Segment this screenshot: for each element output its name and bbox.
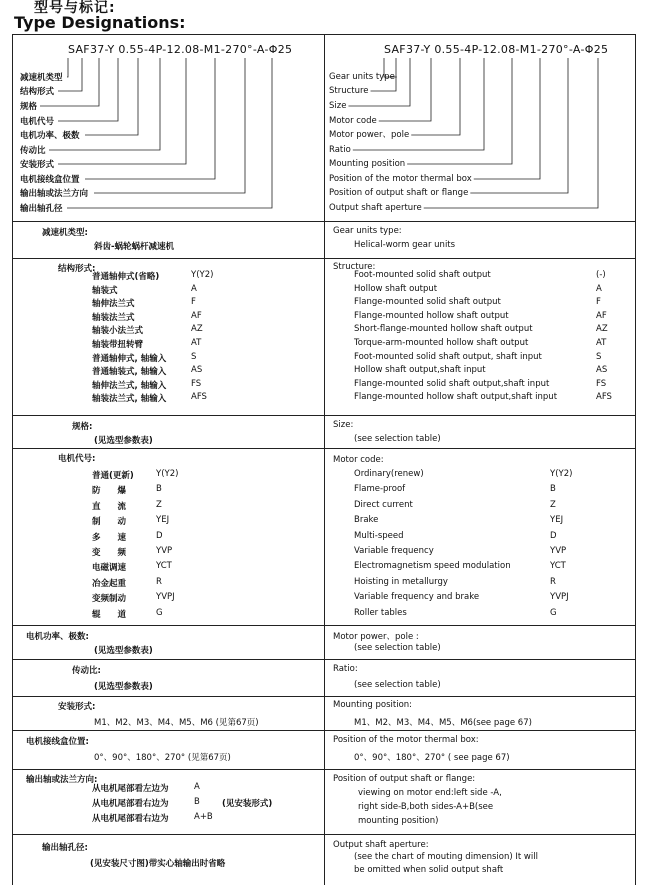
structure-item-en: Foot-mounted solid shaft output (354, 270, 491, 280)
structure-code-cn: Y(Y2) (191, 270, 214, 280)
motor-item-cn: 电磁调速 (92, 563, 127, 573)
thermal-box-heading-en: Position of the motor thermal box: (333, 735, 479, 745)
aperture-line-en: be omitted when solid output shaft (354, 865, 504, 875)
mounting-value-en: M1、M2、M3、M4、M5、M6(see page 67) (354, 718, 532, 728)
designation-label-cn: 减速机类型 (20, 73, 63, 83)
motor-code-cn: YCT (156, 561, 172, 571)
motor-code-heading-cn: 电机代号: (58, 454, 96, 464)
structure-item-cn: 轴装小法兰式 (92, 326, 144, 336)
structure-item-en: Short-flange-mounted hollow shaft output (354, 324, 533, 334)
structure-item-cn: 轴伸法兰式, 轴输入 (92, 381, 167, 391)
aperture-heading-en: Output shaft aperture: (333, 840, 429, 850)
structure-code-en: FS (596, 379, 607, 389)
structure-item-en: Flange-mounted hollow shaft output (354, 311, 509, 321)
row-divider (12, 696, 636, 697)
structure-code-en: AS (596, 365, 608, 375)
structure-item-en: Flange-mounted solid shaft output,shaft input (354, 379, 550, 389)
motor-item-en: Multi-speed (354, 531, 404, 541)
motor-code-cn: YEJ (156, 515, 170, 525)
structure-code-cn: F (191, 297, 196, 307)
structure-code-cn: S (191, 352, 197, 362)
motor-item-cn: 冶金起重 (92, 579, 127, 589)
motor-code-en: D (550, 531, 557, 541)
motor-code-cn: YVPJ (156, 592, 175, 602)
designation-label-en: Output shaft aperture (329, 203, 422, 213)
designation-label-cn: 电机代号 (20, 117, 55, 127)
structure-heading-cn: 结构形式: (58, 264, 96, 274)
designation-label-cn: 传动比 (20, 146, 46, 156)
aperture-heading-cn: 输出轴孔径: (42, 843, 88, 853)
structure-code-cn: AF (191, 311, 202, 321)
structure-item-cn: 轴伸法兰式 (92, 299, 135, 309)
designation-label-cn: 输出轴孔径 (20, 204, 63, 214)
mounting-heading-en: Mounting position: (333, 700, 413, 710)
motor-code-en: G (550, 608, 557, 618)
output-direction-item-cn: 从电机尾部看右边为 (92, 814, 169, 824)
structure-item-cn: 轴装法兰式 (92, 313, 135, 323)
page-title-en: Type Designations: (14, 13, 186, 32)
motor-code-en: Y(Y2) (550, 469, 573, 479)
power-heading-cn: 电机功率、极数: (26, 632, 89, 642)
output-direction-line-en: mounting position) (358, 816, 439, 826)
row-divider (12, 659, 636, 660)
motor-item-cn: 普通(更新) (92, 471, 134, 481)
designation-label-en: Position of output shaft or flange (329, 188, 469, 198)
motor-code-cn: YVP (156, 546, 173, 556)
structure-item-en: Torque-arm-mounted hollow shaft output (354, 338, 529, 348)
motor-code-cn: D (156, 531, 163, 541)
structure-heading-en: Structure: (333, 262, 376, 272)
motor-item-en: Ordinary(renew) (354, 469, 424, 479)
motor-item-en: Roller tables (354, 608, 407, 618)
motor-code-heading-en: Motor code: (333, 455, 384, 465)
motor-item-en: Variable frequency and brake (354, 592, 480, 602)
motor-item-cn: 辊 道 (92, 610, 127, 620)
output-direction-code-cn: A+B (194, 812, 213, 822)
designation-label-cn: 电机接线盒位置 (20, 175, 80, 185)
structure-item-cn: 普通轴伸式, 轴输入 (92, 354, 167, 364)
row-divider (12, 258, 636, 259)
designation-label-en: Motor power、pole (329, 130, 410, 140)
aperture-line-en: (see the chart of mouting dimension) It will (354, 852, 538, 862)
motor-item-en: Direct current (354, 500, 413, 510)
motor-item-en: Variable frequency (354, 546, 434, 556)
row-divider (12, 448, 636, 449)
motor-code-cn: G (156, 608, 163, 618)
structure-code-cn: AFS (191, 392, 207, 402)
structure-code-cn: AT (191, 338, 202, 348)
designation-code-cn: SAF37-Y 0.55-4P-12.08-M1-270°-A-Φ25 (68, 43, 293, 56)
motor-code-en: YVP (550, 546, 567, 556)
thermal-box-value-cn: 0°、90°、180°、270° (见第67页) (94, 753, 231, 763)
structure-code-en: A (596, 284, 602, 294)
structure-code-en: AT (596, 338, 607, 348)
gear-type-value-en: Helical-worm gear units (354, 240, 456, 250)
designation-label-en: Gear units type (329, 72, 395, 82)
power-heading-en: Motor power、pole : (333, 632, 419, 642)
structure-code-en: F (596, 297, 601, 307)
motor-item-en: Hoisting in metallurgy (354, 577, 448, 587)
motor-item-en: Electromagnetism speed modulation (354, 561, 511, 571)
power-value-cn: (见选型参数表) (94, 646, 153, 656)
structure-item-en: Foot-mounted solid shaft output, shaft input (354, 352, 542, 362)
motor-item-en: Brake (354, 515, 379, 525)
motor-item-en: Flame-proof (354, 484, 406, 494)
row-divider (12, 415, 636, 416)
designation-label-cn: 结构形式 (20, 87, 55, 97)
structure-code-en: S (596, 352, 602, 362)
gear-type-value-cn: 斜齿-蜗轮蜗杆减速机 (94, 242, 175, 252)
designation-code-en: SAF37-Y 0.55-4P-12.08-M1-270°-A-Φ25 (384, 43, 609, 56)
structure-item-cn: 普通轴伸式(省略) (92, 272, 160, 282)
output-direction-code-cn: B (194, 797, 200, 807)
mounting-heading-cn: 安装形式: (58, 702, 96, 712)
gear-type-heading-cn: 减速机类型: (42, 228, 88, 238)
structure-item-en: Flange-mounted solid shaft output (354, 297, 501, 307)
output-direction-item-cn: 从电机尾部看右边为 (92, 799, 169, 809)
mounting-value-cn: M1、M2、M3、M4、M5、M6 (见第67页) (94, 718, 259, 728)
thermal-box-heading-cn: 电机接线盒位置: (26, 737, 89, 747)
structure-code-cn: AS (191, 365, 203, 375)
motor-item-cn: 制 动 (92, 517, 127, 527)
designation-label-en: Position of the motor thermal box (329, 174, 472, 184)
motor-code-en: YVPJ (550, 592, 569, 602)
structure-item-en: Flange-mounted hollow shaft output,shaft input (354, 392, 558, 402)
motor-item-cn: 多 速 (92, 533, 127, 543)
aperture-value-cn: (见安装尺寸图)带实心轴输出时省略 (90, 859, 226, 869)
motor-code-en: Z (550, 500, 556, 510)
power-value-en: (see selection table) (354, 643, 441, 653)
motor-code-en: B (550, 484, 556, 494)
structure-item-cn: 轴装法兰式, 轴输入 (92, 394, 167, 404)
structure-item-cn: 普通轴装式, 轴输入 (92, 367, 167, 377)
designation-label-cn: 安装形式 (20, 160, 55, 170)
motor-item-cn: 变频制动 (92, 594, 127, 604)
output-direction-line-en: viewing on motor end:left side -A, (358, 788, 502, 798)
structure-code-en: AFS (596, 392, 612, 402)
structure-code-en: AZ (596, 324, 608, 334)
row-divider (12, 769, 636, 770)
motor-code-en: R (550, 577, 556, 587)
motor-code-cn: Z (156, 500, 162, 510)
motor-code-en: YCT (550, 561, 566, 571)
ratio-heading-en: Ratio: (333, 664, 358, 674)
motor-code-cn: B (156, 484, 162, 494)
structure-code-cn: A (191, 284, 197, 294)
output-direction-item-cn: 从电机尾部看左边为 (92, 784, 169, 794)
motor-item-cn: 防 爆 (92, 486, 127, 496)
designation-label-en: Ratio (329, 145, 351, 155)
size-value-en: (see selection table) (354, 434, 441, 444)
motor-code-en: YEJ (550, 515, 564, 525)
designation-label-cn: 电机功率、极数 (20, 131, 80, 141)
structure-code-en: (-) (596, 270, 606, 280)
output-direction-code-cn: A (194, 782, 200, 792)
row-divider (12, 834, 636, 835)
output-direction-heading-cn: 输出轴或法兰方向: (26, 775, 98, 785)
page-title-cn: 型号与标记: (34, 0, 116, 16)
ratio-heading-cn: 传动比: (72, 666, 101, 676)
motor-item-cn: 直 流 (92, 502, 127, 512)
designation-label-cn: 输出轴或法兰方向 (20, 189, 89, 199)
size-heading-en: Size: (333, 420, 354, 430)
thermal-box-value-en: 0°、90°、180°、270° ( see page 67) (354, 753, 510, 763)
output-direction-note-cn: (见安装形式) (222, 799, 273, 809)
gear-type-heading-en: Gear units type: (333, 226, 402, 236)
structure-item-cn: 轴装式 (92, 286, 118, 296)
motor-code-cn: R (156, 577, 162, 587)
designation-leader-lines (0, 0, 649, 230)
output-direction-line-en: right side-B,both sides-A+B(see (358, 802, 494, 812)
size-heading-cn: 规格: (72, 422, 93, 432)
designation-label-en: Structure (329, 86, 369, 96)
motor-item-cn: 变 频 (92, 548, 127, 558)
motor-code-cn: Y(Y2) (156, 469, 179, 479)
ratio-value-cn: (见选型参数表) (94, 682, 153, 692)
row-divider (12, 625, 636, 626)
output-direction-heading-en: Position of output shaft or flange: (333, 774, 476, 784)
structure-code-cn: AZ (191, 324, 203, 334)
structure-code-cn: FS (191, 379, 202, 389)
structure-code-en: AF (596, 311, 607, 321)
designation-label-en: Size (329, 101, 347, 111)
designation-label-en: Motor code (329, 116, 377, 126)
size-value-cn: (见选型参数表) (94, 436, 153, 446)
structure-item-en: Hollow shaft output,shaft input (354, 365, 486, 375)
structure-item-cn: 轴装带扭转臂 (92, 340, 144, 350)
structure-item-en: Hollow shaft output (354, 284, 438, 294)
designation-label-en: Mounting position (329, 159, 406, 169)
designation-label-cn: 规格 (20, 102, 38, 112)
ratio-value-en: (see selection table) (354, 680, 441, 690)
row-divider (12, 730, 636, 731)
